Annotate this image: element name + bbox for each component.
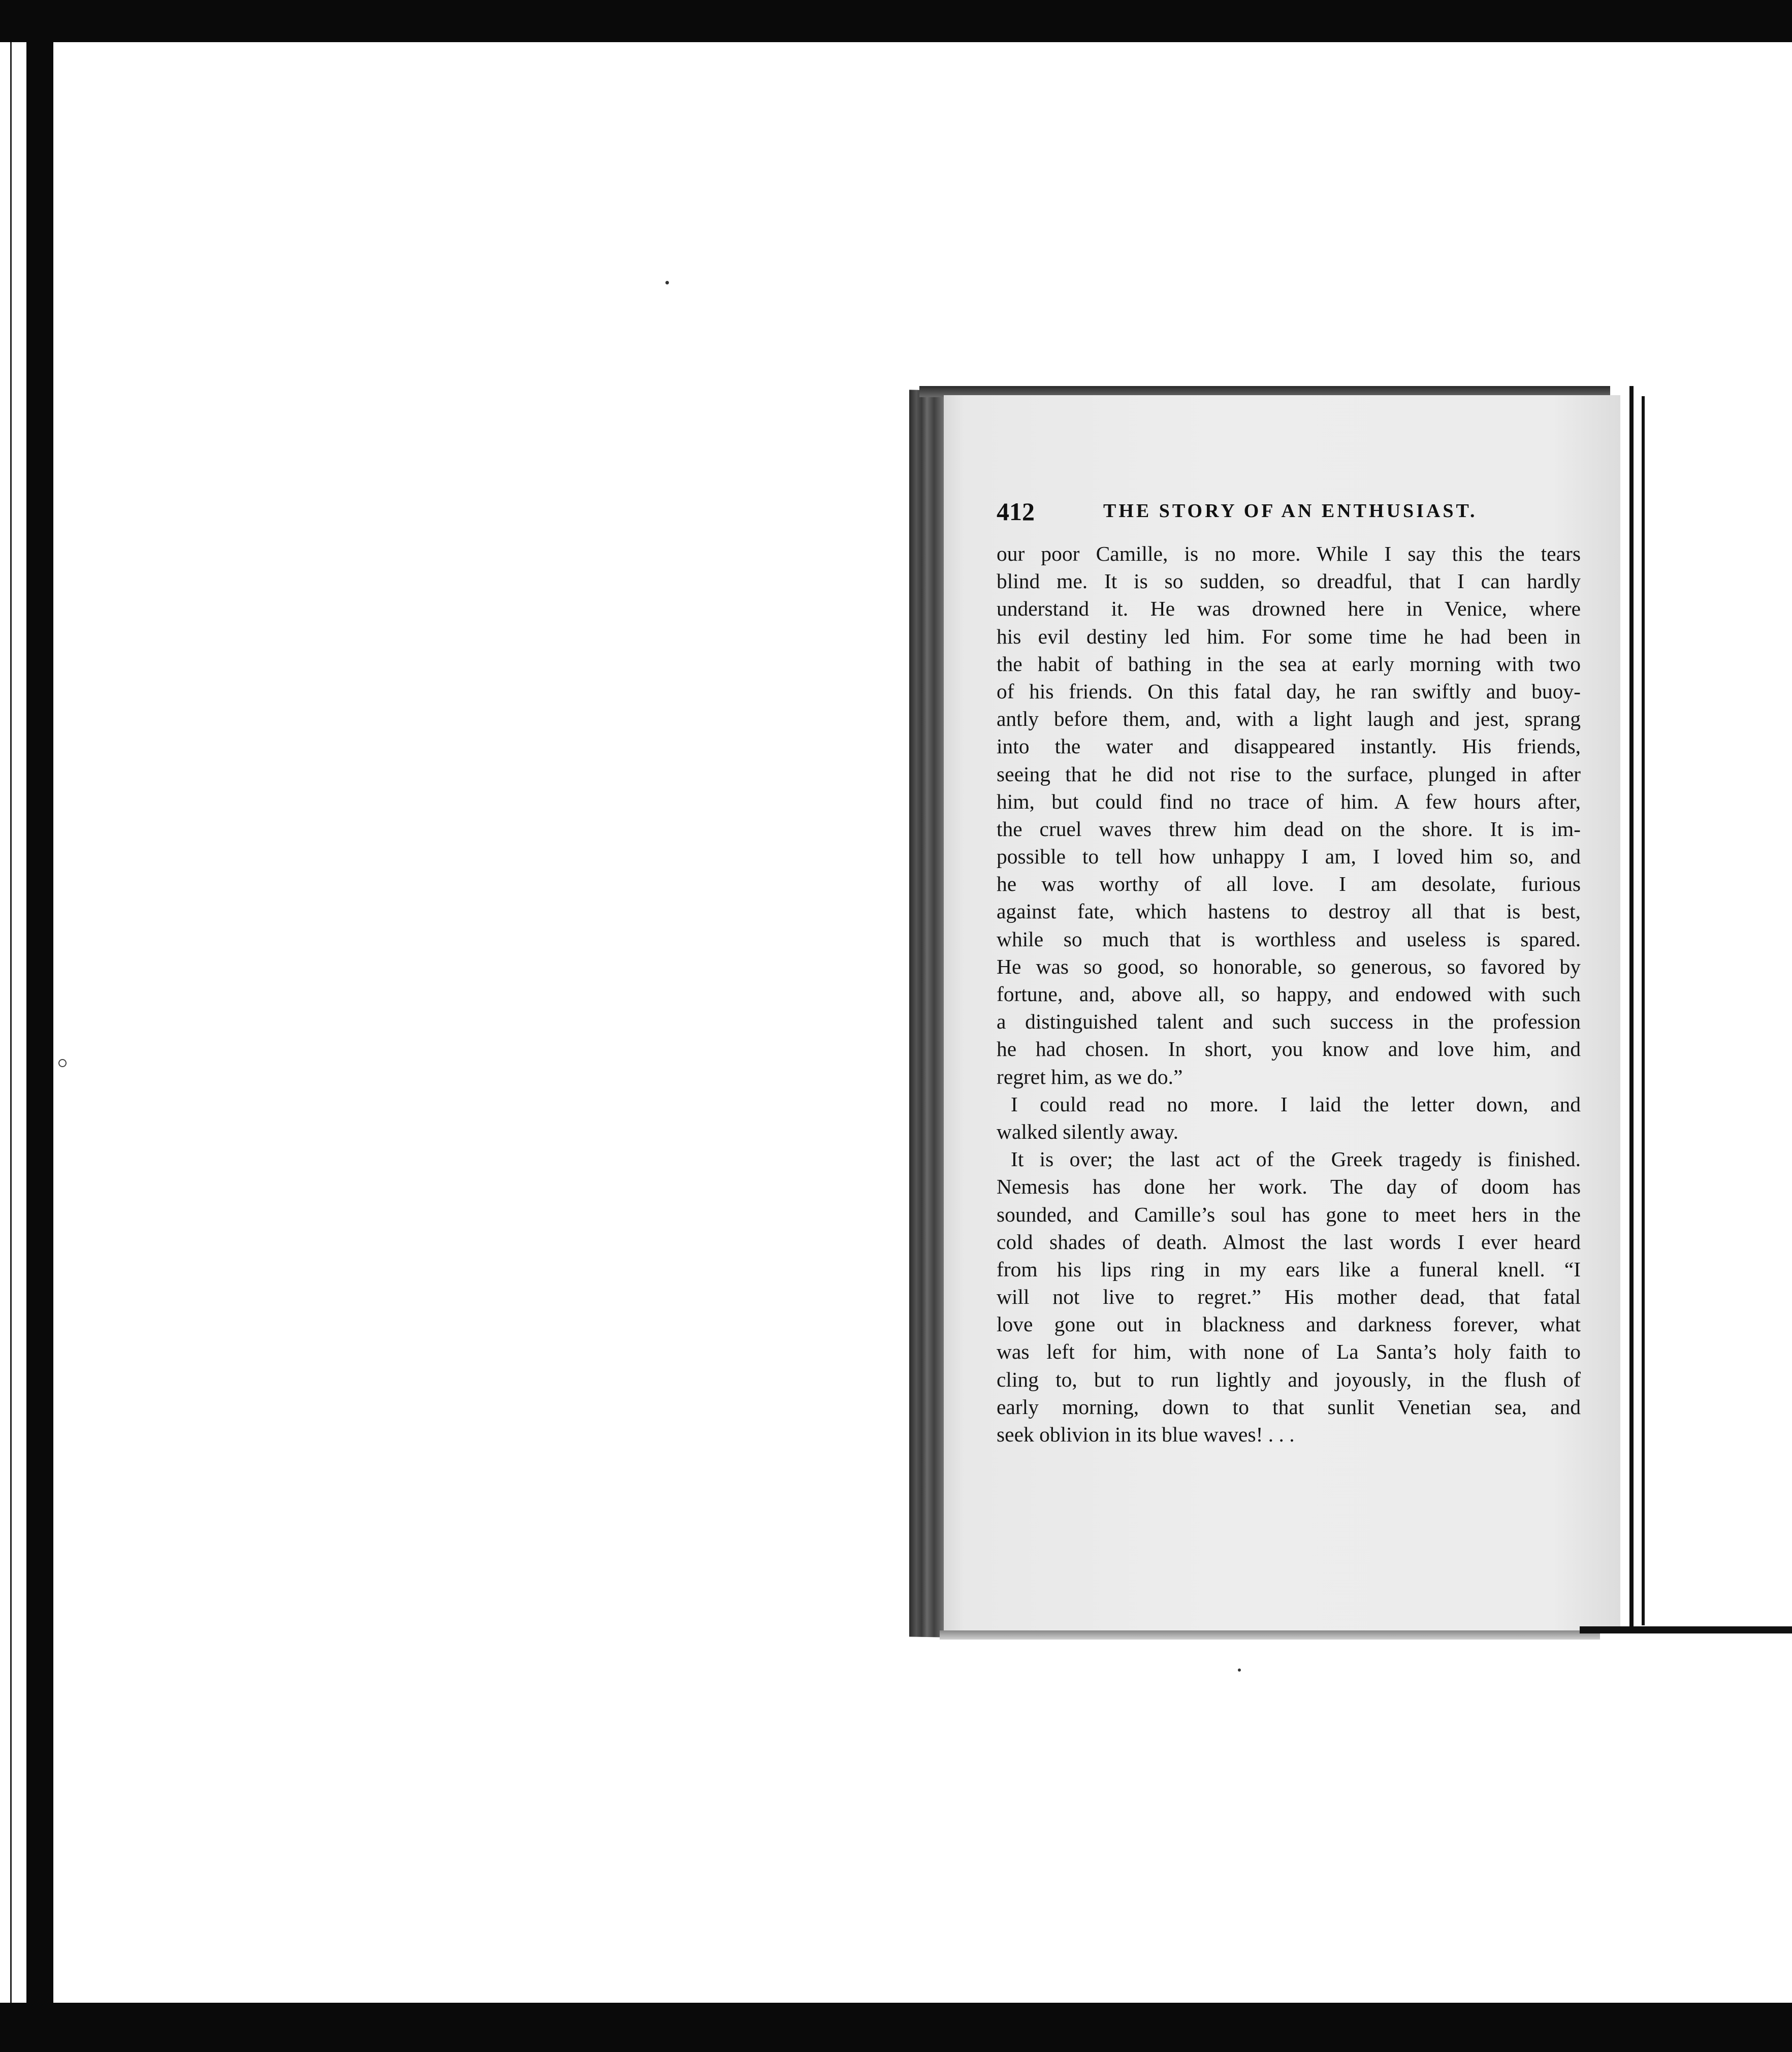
page-edges	[909, 390, 945, 1637]
text-line: into the water and disappeared instantly. His friends,	[997, 734, 1581, 758]
text-line: while so much that is worthless and useless is spared.	[997, 927, 1581, 951]
open-book	[909, 386, 1792, 1648]
text-line: love gone out in blackness and darkness forever, what	[997, 1312, 1581, 1336]
text-line: the cruel waves threw him dead on the shore. It is im-	[997, 817, 1581, 841]
text-line: understand it. He was drowned here in Venice, where	[997, 597, 1581, 621]
text-line: the habit of bathing in the sea at early morning with two	[997, 652, 1581, 676]
text-line: from his lips ring in my ears like a funeral knell. “I	[997, 1257, 1581, 1281]
text-line: cling to, but to run lightly and joyously, in the flush of	[997, 1367, 1581, 1391]
text-line: he was worthy of all love. I am desolate, furious	[997, 872, 1581, 896]
text-line: seek oblivion in its blue waves! . . .	[997, 1423, 1295, 1446]
dust-speck	[1238, 1669, 1241, 1672]
page-number: 412	[997, 497, 1035, 526]
text-line: It is over; the last act of the Greek tragedy is finished.	[1011, 1147, 1581, 1171]
facing-page	[1620, 386, 1792, 1648]
facing-page-border	[1629, 386, 1634, 1628]
text-line: our poor Camille, is no more. While I say this the tears	[997, 542, 1581, 565]
text-line: will not live to regret.” His mother dead, that fatal	[997, 1285, 1581, 1309]
text-line: of his friends. On this fatal day, he ran swiftly and buoy-	[997, 679, 1581, 703]
text-line: him, but could find no trace of him. A few hours after,	[997, 789, 1581, 813]
text-line: his evil destiny led him. For some time he had been in	[997, 624, 1581, 648]
text-line: early morning, down to that sunlit Venetian sea, and	[997, 1395, 1581, 1419]
facing-page-bottom-edge	[1580, 1626, 1792, 1633]
text-line: blind me. It is so sudden, so dreadful, that I can hardly	[997, 569, 1581, 593]
text-line: Nemesis has done her work. The day of doom has	[997, 1175, 1581, 1199]
scanner-frame-bottom	[0, 2003, 1792, 2052]
page-body-text	[997, 540, 1581, 1448]
dust-speck	[58, 1059, 67, 1067]
text-line: antly before them, and, with a light laugh and jest, sprang	[997, 707, 1581, 731]
facing-page-border	[1642, 396, 1645, 1625]
text-line: against fate, which hastens to destroy all that is best,	[997, 900, 1581, 923]
text-line: cold shades of death. Almost the last words I ever heard	[997, 1230, 1581, 1254]
dust-speck	[665, 281, 669, 284]
scanner-frame-left	[26, 42, 53, 2003]
text-line: was left for him, with none of La Santa’s holy faith to	[997, 1340, 1581, 1364]
text-line: He was so good, so honorable, so generous, so favored by	[997, 954, 1581, 978]
scanner-frame-left-edge	[0, 42, 12, 2003]
scanner-frame-top	[0, 0, 1792, 42]
page-bottom-edge	[940, 1630, 1600, 1640]
text-line: regret him, as we do.”	[997, 1065, 1183, 1088]
text-line: I could read no more. I laid the letter down, and	[1011, 1092, 1581, 1116]
text-line: fortune, and, above all, so happy, and endowed with such	[997, 982, 1581, 1006]
text-line: walked silently away.	[997, 1119, 1179, 1143]
text-line: possible to tell how unhappy I am, I loved him so, and	[997, 845, 1581, 869]
text-line: he had chosen. In short, you know and love him, and	[997, 1037, 1581, 1061]
page-header	[997, 497, 1576, 527]
book-page	[944, 395, 1620, 1633]
text-line: seeing that he did not rise to the surface, plunged in after	[997, 762, 1581, 786]
running-head: THE STORY OF AN ENTHUSIAST.	[1103, 500, 1478, 522]
text-line: a distinguished talent and such success in the profession	[997, 1010, 1581, 1034]
text-line: sounded, and Camille’s soul has gone to meet hers in the	[997, 1202, 1581, 1226]
